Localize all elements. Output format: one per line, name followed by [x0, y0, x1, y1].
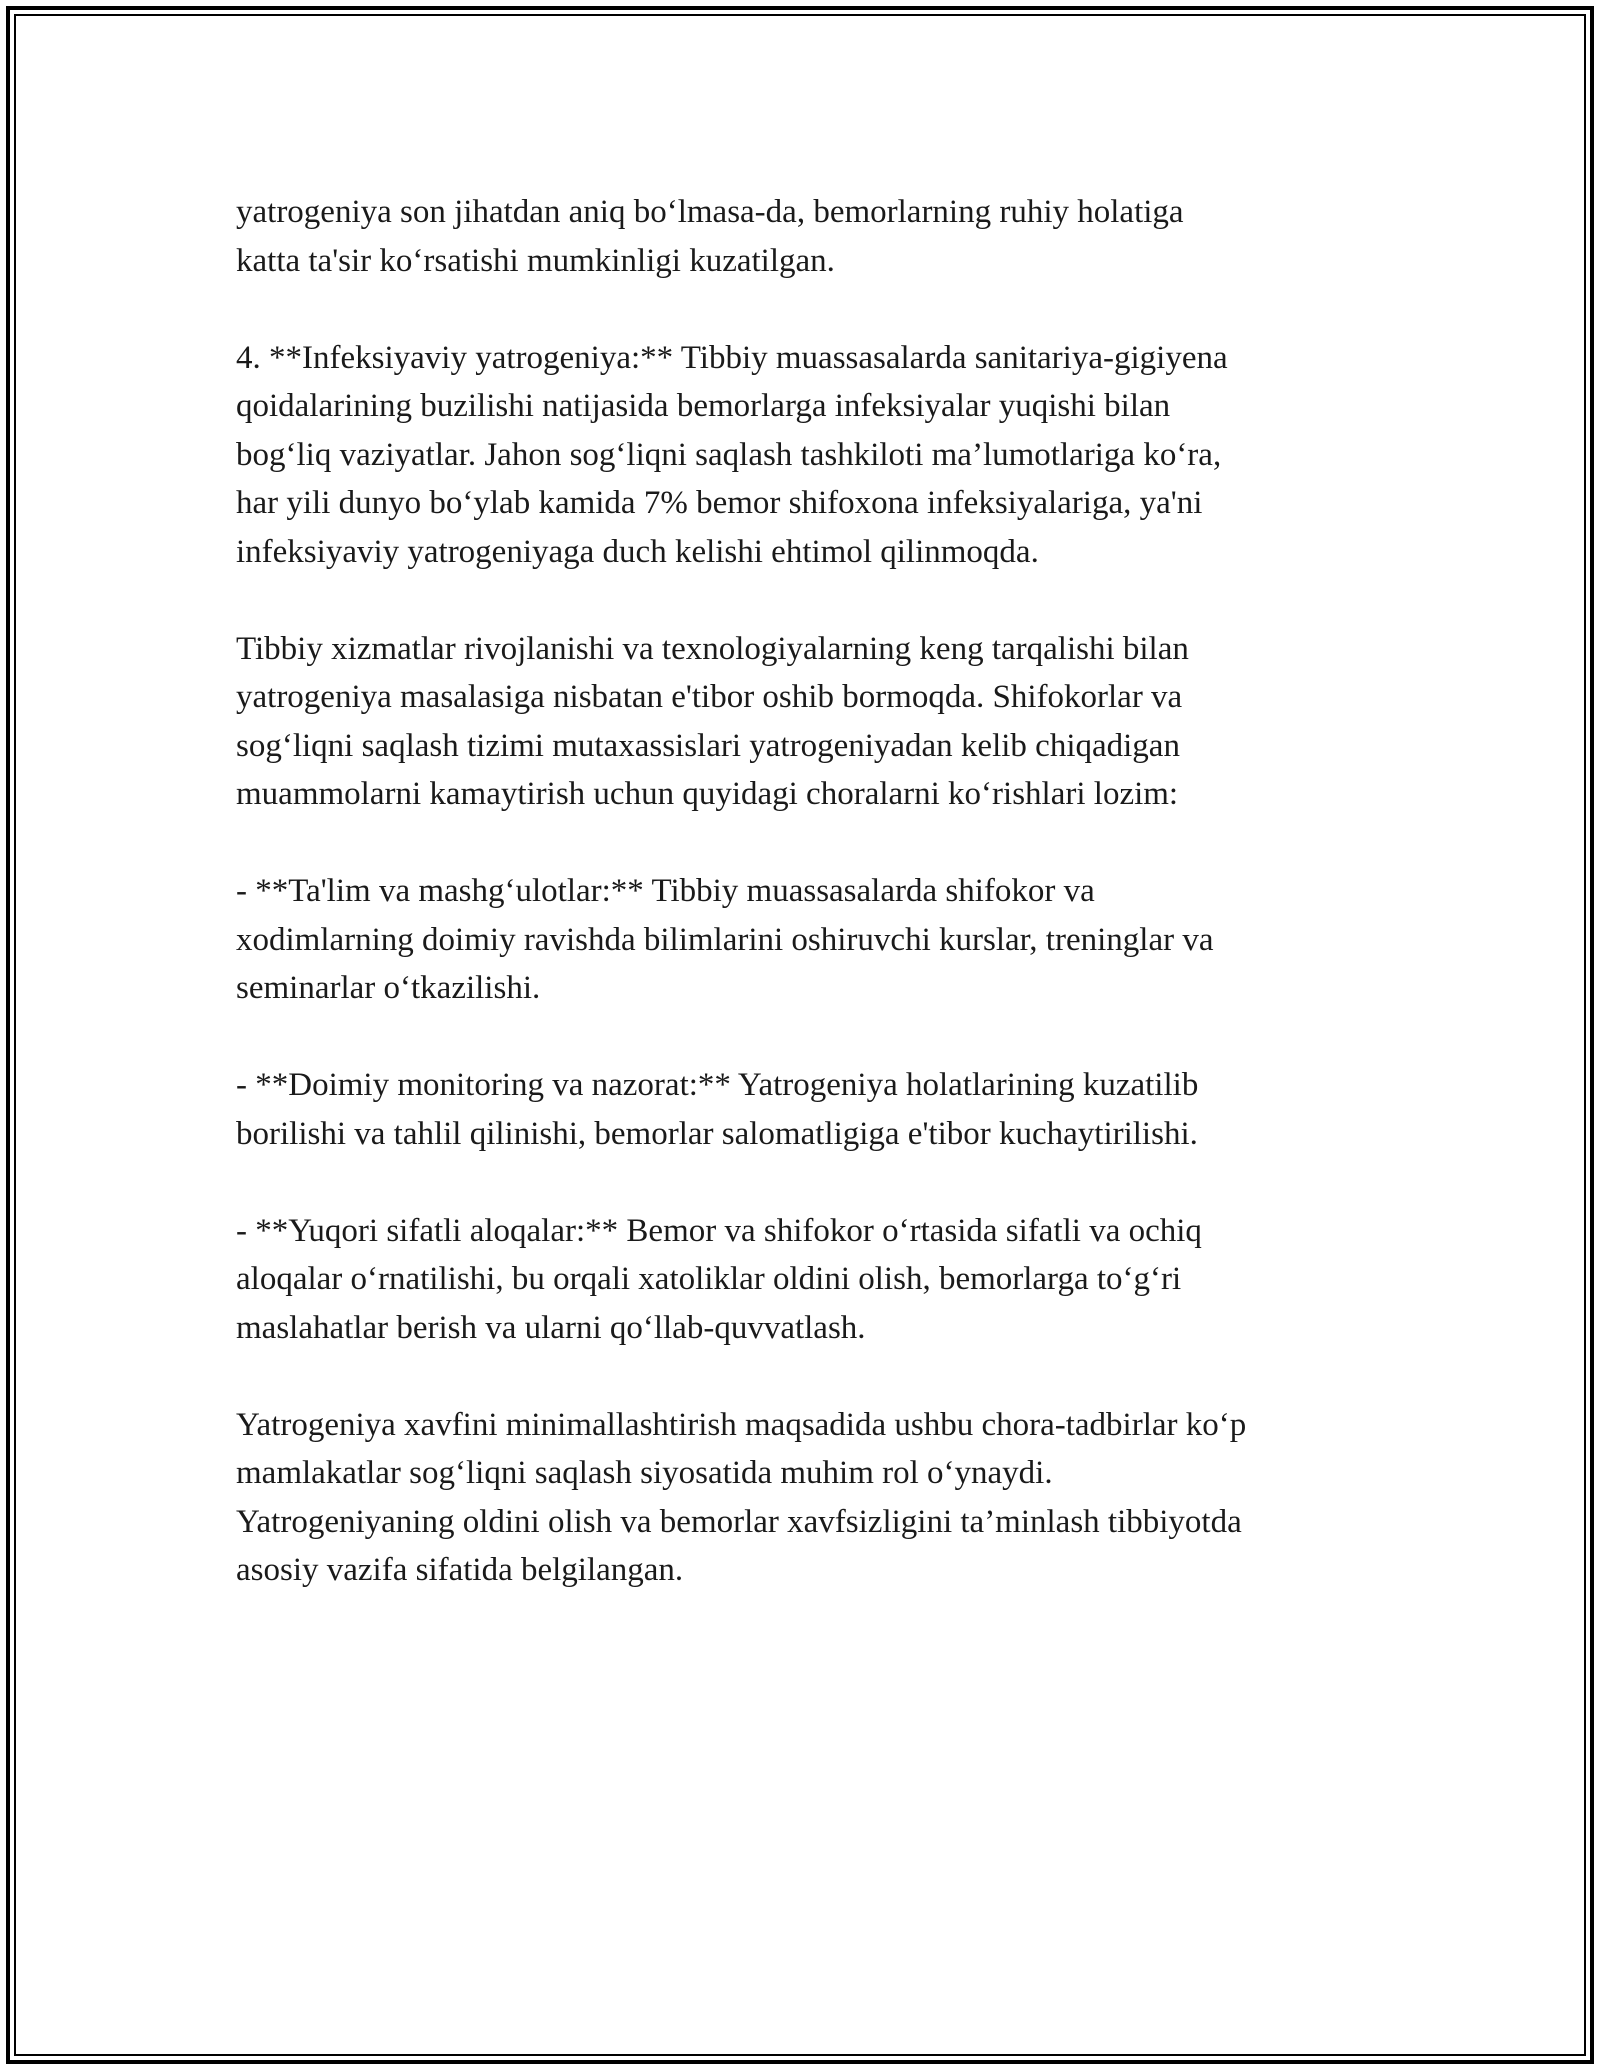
- list-item-education: - **Ta'lim va mashg‘ulotlar:** Tibbiy muassasalarda shifokor va xodimlarning doimiy ravishda bilimlarini oshiruvchi kurslar, treninglar va seminarlar o‘tkazilishi.: [236, 873, 1214, 1006]
- paragraph-intro-continuation: yatrogeniya son jihatdan aniq bo‘lmasa-da, bemorlarning ruhiy holatiga katta ta'sir ko‘rsatishi mumkinligi kuzatilgan.: [236, 194, 1184, 279]
- document-body: [236, 188, 1376, 1595]
- paragraph-infectious-iatrogeny: 4. **Infeksiyaviy yatrogeniya:** Tibbiy muassasalarda sanitariya-gigiyena qoidalarining buzilishi natijasida bemorlarga infeksiyalar yuqishi bilan bog‘liq vaziyatlar. Jahon sog‘liqni saqlash tashkiloti ma’lumotlariga ko‘ra, har yili dunyo bo‘ylab kamida 7% bemor shifoxona infeksiyalariga, ya'ni infeksiyaviy yatrogeniyaga duch kelishi ehtimol qilinmoqda.: [236, 339, 1228, 570]
- paragraph-conclusion: Yatrogeniya xavfini minimallashtirish maqsadida ushbu chora-tadbirlar ko‘p mamlakatlar sog‘liqni saqlash siyosatida muhim rol o‘ynaydi. Yatrogeniyaning oldini olish va bemorlar xavfsizligini ta’minlash tibbiyotda asosiy vazifa sifatida belgilangan.: [236, 1406, 1247, 1588]
- list-item-communication: - **Yuqori sifatli aloqalar:** Bemor va shifokor o‘rtasida sifatli va ochiq aloqalar o‘rnatilishi, bu orqali xatoliklar oldini olish, bemorlarga to‘g‘ri maslahatlar berish va ularni qo‘llab-quvvatlash.: [236, 1212, 1202, 1346]
- list-item-monitoring: - **Doimiy monitoring va nazorat:** Yatrogeniya holatlarining kuzatilib borilishi va tahlil qilinishi, bemorlar salomatligiga e'tibor kuchaytirilishi.: [236, 1067, 1199, 1152]
- paragraph-measures-intro: Tibbiy xizmatlar rivojlanishi va texnologiyalarning keng tarqalishi bilan yatrogeniya masalasiga nisbatan e'tibor oshib bormoqda. Shifokorlar va sog‘liqni saqlash tizimi mutaxassislari yatrogeniyadan kelib chiqadigan muammolarni kamaytirish uchun quyidagi choralarni ko‘rishlari lozim:: [236, 630, 1189, 812]
